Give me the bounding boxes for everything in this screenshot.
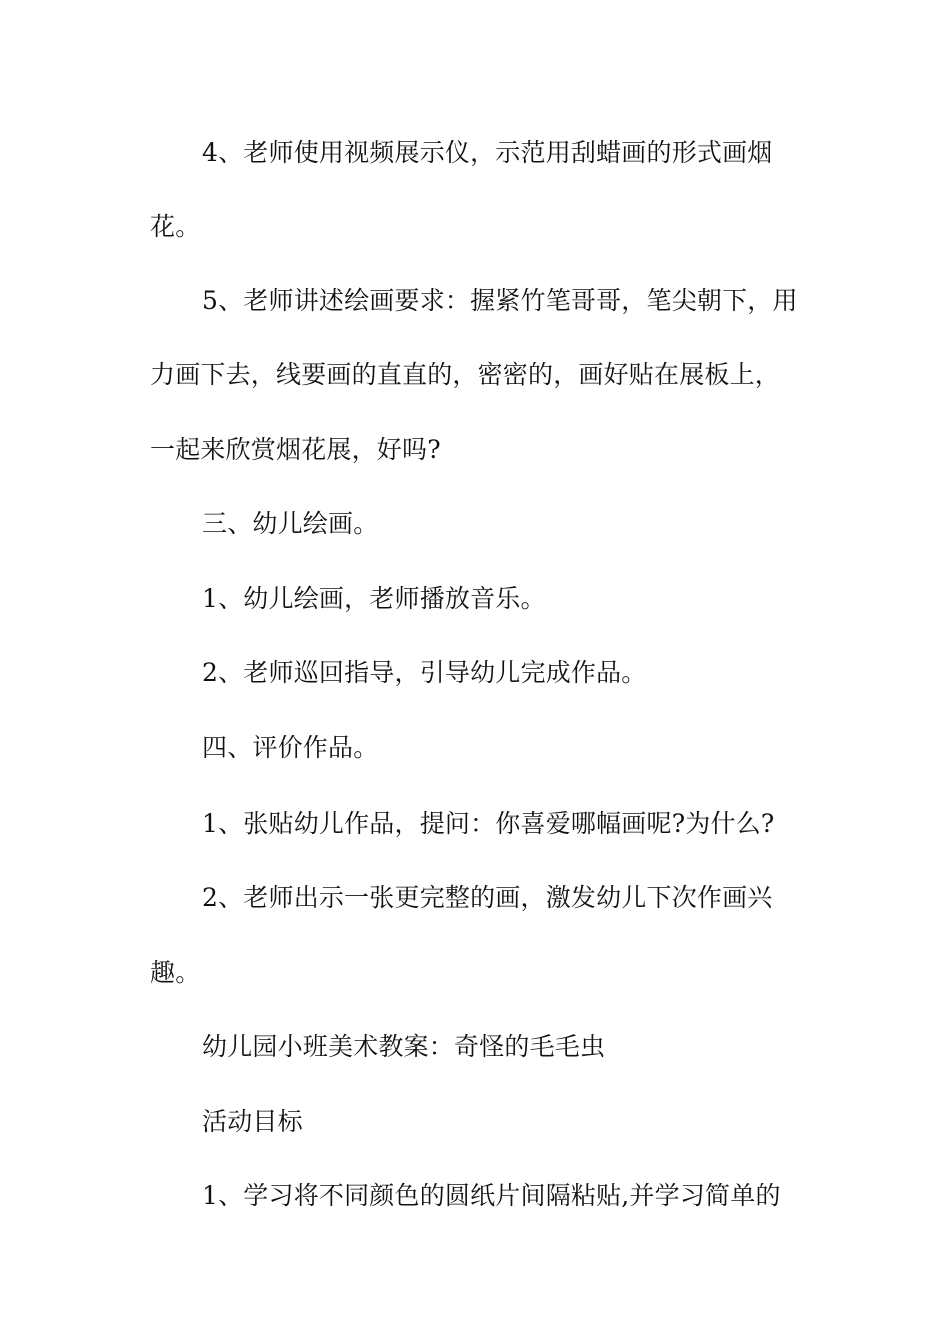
- section-heading: 三、幼儿绘画。: [202, 509, 379, 538]
- section-heading: 活动目标: [202, 1107, 303, 1136]
- paragraph-line: 2、老师巡回指导，引导幼儿完成作品。: [202, 658, 647, 687]
- paragraph-line: 花。: [150, 212, 201, 241]
- paragraph-line: 5、老师讲述绘画要求：握紧竹笔哥哥，笔尖朝下，用: [202, 286, 798, 315]
- lesson-title: 幼儿园小班美术教案：奇怪的毛毛虫: [202, 1032, 606, 1061]
- paragraph-line: 2、老师出示一张更完整的画，激发幼儿下次作画兴: [202, 883, 773, 912]
- paragraph-line: 一起来欣赏烟花展，好吗?: [150, 435, 441, 464]
- paragraph-line: 1、学习将不同颜色的圆纸片间隔粘贴,并学习简单的: [202, 1181, 781, 1210]
- paragraph-line: 4、老师使用视频展示仪，示范用刮蜡画的形式画烟: [202, 138, 773, 167]
- paragraph-line: 趣。: [150, 958, 201, 987]
- section-heading: 四、评价作品。: [202, 733, 379, 762]
- paragraph-line: 力画下去，线要画的直直的，密密的，画好贴在展板上，: [150, 360, 781, 389]
- paragraph-line: 1、张贴幼儿作品，提问：你喜爱哪幅画呢?为什么?: [202, 809, 775, 838]
- paragraph-line: 1、幼儿绘画，老师播放音乐。: [202, 584, 546, 613]
